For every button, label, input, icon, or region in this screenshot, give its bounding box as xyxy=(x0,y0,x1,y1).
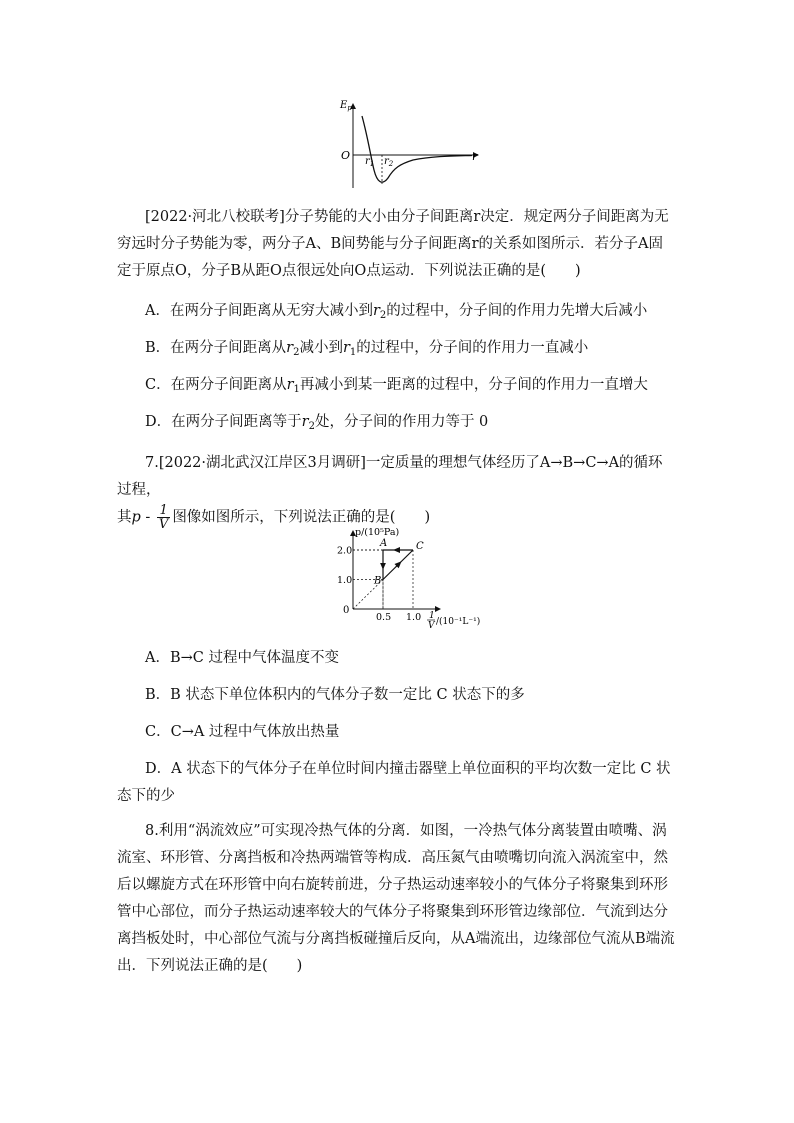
p-inverse-v-chart xyxy=(330,525,500,630)
arrow-B-C xyxy=(396,563,400,567)
q6-stem xyxy=(117,204,677,285)
q8-number: 8. xyxy=(145,823,159,839)
point-label-B: B xyxy=(374,575,382,587)
fig1-r1-label: $r_1$ xyxy=(365,156,375,168)
point-label-A: A xyxy=(380,538,388,549)
chart-xlabel-num: 1 xyxy=(429,611,435,621)
y-tick-2.0: 2.0 xyxy=(337,545,353,557)
chart-xlabel-den: V xyxy=(428,621,435,630)
fig1-r2-label: $r_2$ xyxy=(384,156,394,168)
q8-stem-text: 利用“涡流效应”可实现冷热气体的分离．如图，一冷热气体分离装置由喷嘴、涡流室、环形管、分离挡板和冷热两端管等构成．高压氮气由喷嘴切向流入涡流室中，然后以螺旋方式在环形管中向右旋转前进，分子热运动速率较小的气体分子将聚集到环形管中心部位，而分子热运动速率较大的气体分子将聚集到环形管边缘部位．气流到达分离挡板处时，中心部位气流与分离挡板碰撞后反向，从A端流出，边缘部位气流从B端流出．下列说法正确的是( ) xyxy=(117,823,675,974)
q6-option-d: D．在两分子间距离等于$r_2$处，分子间的作用力等于 0 xyxy=(145,414,489,432)
potential-energy-figure xyxy=(338,98,488,192)
fig1-xlabel: r xyxy=(472,150,478,163)
fig1-ylabel: $E_p$ xyxy=(340,100,352,112)
q7-stem-line1: 一定质量的理想气体经历了A→B→C→A的循环过程， xyxy=(117,455,663,498)
q6-source: [2022·河北八校联考] xyxy=(145,209,285,225)
fig1-curve xyxy=(362,116,472,182)
q7-stem: 7.[2022·湖北武汉江岸区3月调研]一定质量的理想气体经历了A→B→C→A的循环过程， 其p - $\frac{1}{V}$ 图像如图所示，下列说法正确的是( ) xyxy=(117,455,663,532)
q7-option-d: D．A 状态下的气体分子在单位时间内撞击器壁上单位面积的平均次数一定比 C 状态下的少 xyxy=(117,761,671,804)
point-label-C: C xyxy=(416,541,424,552)
fig1-origin: O xyxy=(341,149,351,162)
chart-origin: 0 xyxy=(343,605,350,616)
q6-option-b: B．在两分子间距离从$r_2$减小到$r_1$的过程中，分子间的作用力一直减小 xyxy=(145,340,589,358)
chart-xlabel-unit: /(10⁻¹L⁻¹) xyxy=(436,617,481,627)
y-tick-1.0: 1.0 xyxy=(337,575,353,586)
q8-stem xyxy=(117,818,677,980)
x-tick-0.5: 0.5 xyxy=(376,612,392,623)
q7-option-c: C．C→A 过程中气体放出热量 xyxy=(145,724,340,740)
q6-stem-text: 分子势能的大小由分子间距离r决定．规定两分子间距离为无穷远时分子势能为零，两分子A、B间势能与分子间距离r的关系如图所示．若分子A固定于原点O，分子B从距O点很远处向O点运动．下列说法正确的是( ) xyxy=(117,209,669,279)
q7-source: [2022·湖北武汉江岸区3月调研] xyxy=(158,455,366,471)
q7-number: 7. xyxy=(145,455,159,471)
chart-ylabel: p/(10⁵Pa) xyxy=(355,527,400,538)
q7-option-a: A．B→C 过程中气体温度不变 xyxy=(145,650,339,666)
q7-option-b: B．B 状态下单位体积内的气体分子数一定比 C 状态下的多 xyxy=(145,687,525,703)
q6-option-c: C．在两分子间距离从$r_1$再减小到某一距离的过程中，分子间的作用力一直增大 xyxy=(145,377,648,395)
q7-fraction: $\frac{1}{V}$ xyxy=(158,503,169,532)
x-tick-1.0: 1.0 xyxy=(406,612,422,623)
q6-option-a: A．在两分子间距离从无穷大减小到$r_2$的过程中，分子间的作用力先增大后减小 xyxy=(145,303,648,321)
